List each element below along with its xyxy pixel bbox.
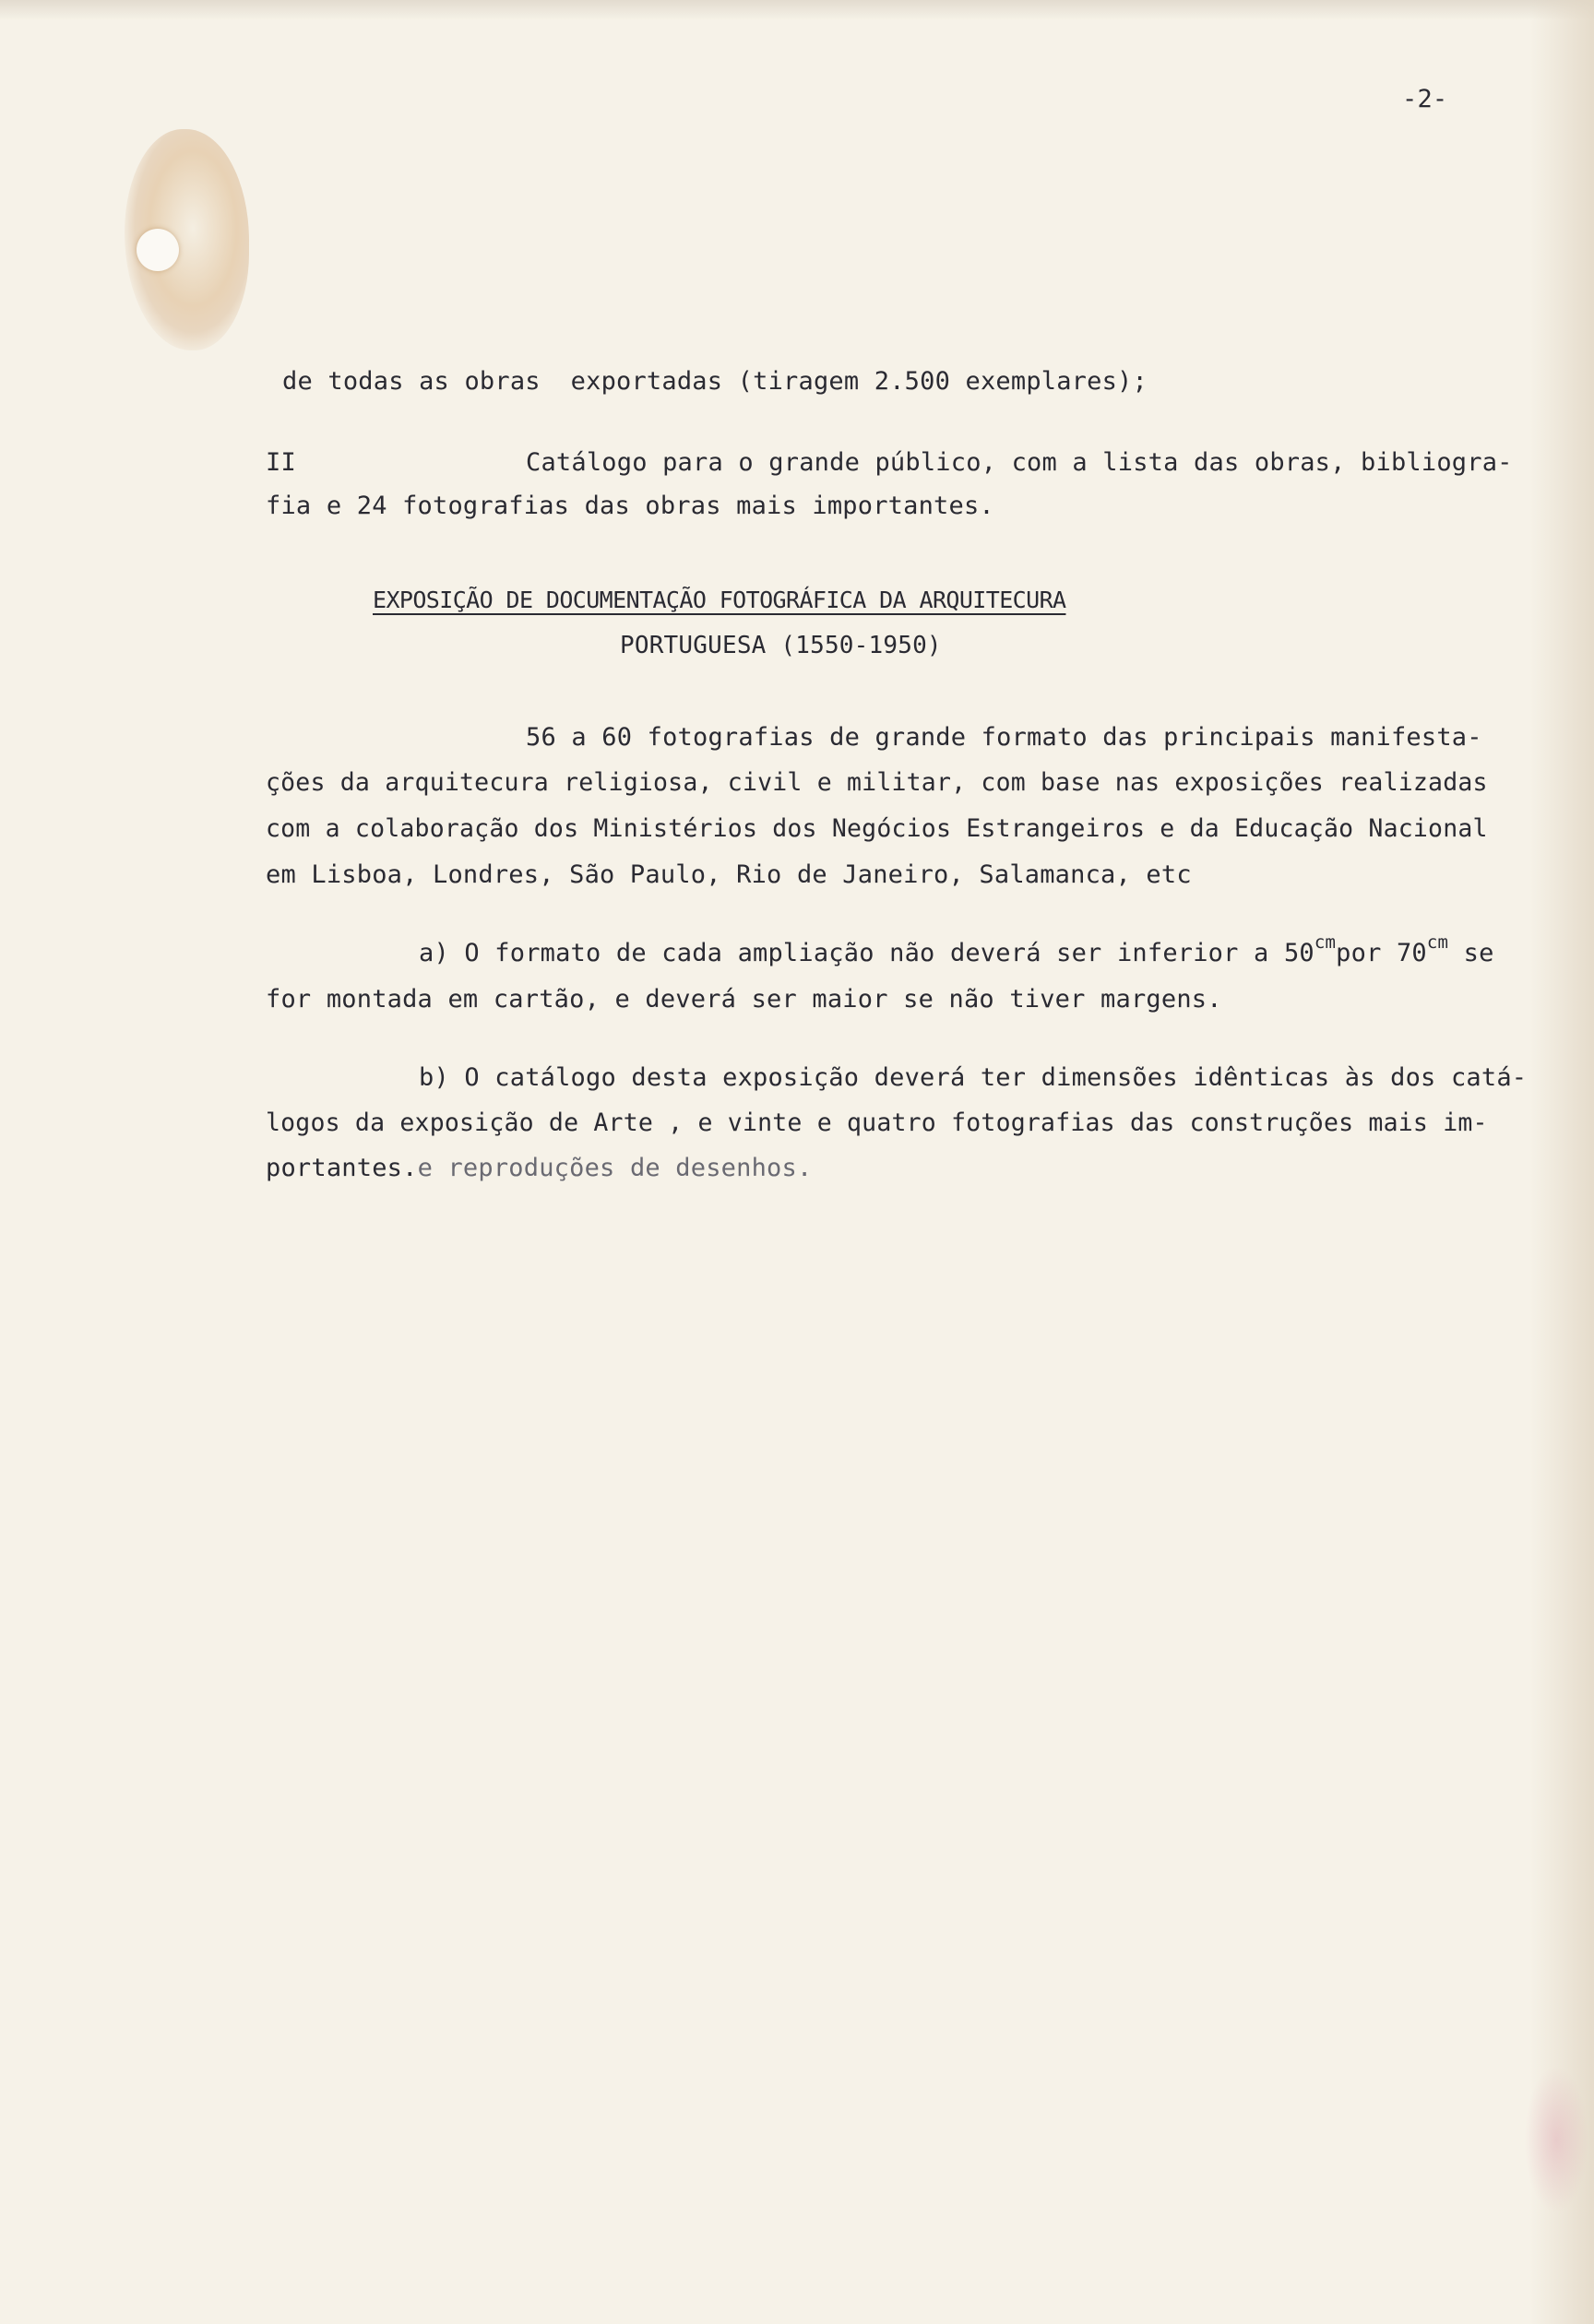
paragraph-3-line-4: em Lisboa, Londres, São Paulo, Rio de Janeiro, Salamanca, etc bbox=[266, 860, 1192, 889]
item-a-text-3: se bbox=[1448, 939, 1494, 967]
paragraph-3-line-3: com a colaboração dos Ministérios dos Negócios Estrangeiros e da Educação Nacional bbox=[266, 814, 1488, 843]
item-b-text-3a: portantes. bbox=[266, 1154, 418, 1182]
paragraph-3-line-2: ções da arquitecura religiosa, civil e militar, com base nas exposições realizadas bbox=[266, 768, 1488, 797]
item-2-line-2: fia e 24 fotografias das obras mais importantes. bbox=[266, 492, 994, 520]
page-edge-shadow bbox=[1529, 0, 1594, 2324]
punch-hole bbox=[137, 229, 179, 271]
item-a-line-2: for montada em cartão, e deverá ser maior se não tiver margens. bbox=[266, 985, 1222, 1014]
item-a-unit-1: cm bbox=[1314, 932, 1337, 953]
section-title-line-2: PORTUGUESA (1550-1950) bbox=[620, 632, 942, 659]
item-a-line-1 bbox=[419, 932, 1494, 967]
page-top-shadow bbox=[0, 0, 1594, 20]
item-a-text-2: por 70 bbox=[1336, 939, 1427, 967]
item-b-text-3b: e reproduções de desenhos. bbox=[417, 1154, 813, 1182]
paragraph-1-line-1: de todas as obras exportadas (tiragem 2.500 exemplares); bbox=[282, 367, 1148, 396]
item-a-unit-2: cm bbox=[1426, 932, 1449, 953]
pink-stain bbox=[1524, 2066, 1588, 2213]
item-b-line-1: b) O catálogo desta exposição deverá ter dimensões idênticas às dos catá- bbox=[419, 1063, 1528, 1092]
item-2-label: II bbox=[266, 448, 296, 477]
item-2-line-1: Catálogo para o grande público, com a lista das obras, bibliogra- bbox=[526, 448, 1513, 477]
item-b-line-2: logos da exposição de Arte , e vinte e quatro fotografias das construções mais im- bbox=[266, 1109, 1488, 1137]
item-a-text-1: a) O formato de cada ampliação não deverá ser inferior a 50 bbox=[419, 939, 1314, 967]
section-title-line-1: EXPOSIÇÃO DE DOCUMENTAÇÃO FOTOGRÁFICA DA ARQUITECURA bbox=[373, 587, 1066, 613]
page-number: -2- bbox=[1402, 85, 1448, 113]
paragraph-3-line-1: 56 a 60 fotografias de grande formato das principais manifesta- bbox=[526, 723, 1482, 752]
item-b-line-3 bbox=[266, 1156, 812, 1180]
